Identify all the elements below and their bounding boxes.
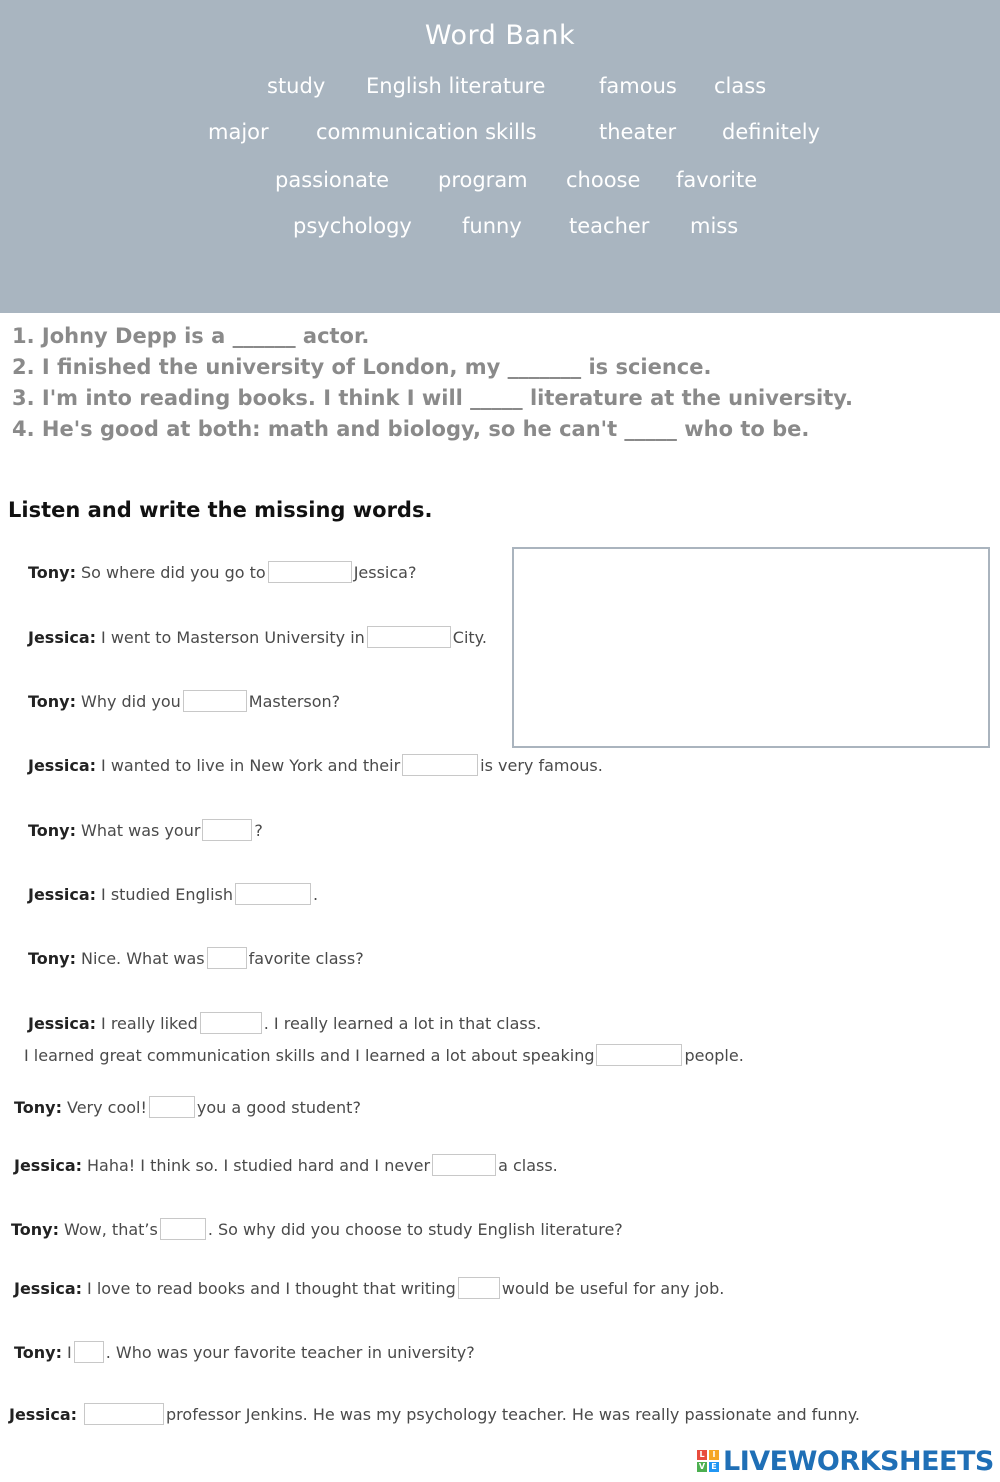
- question-3: 3. I'm into reading books. I think I will _____ literature at the university.: [12, 386, 854, 410]
- listen-heading: Listen and write the missing words.: [8, 498, 433, 522]
- answer-input[interactable]: [74, 1341, 104, 1363]
- word-bank-word: major: [208, 120, 269, 144]
- line-text: you a good student?: [196, 1097, 361, 1117]
- answer-input[interactable]: [183, 690, 247, 712]
- word-bank-word: theater: [599, 120, 677, 144]
- dialogue-line: [14, 1154, 558, 1176]
- answer-input[interactable]: [367, 626, 451, 648]
- dialogue-line: [14, 1341, 475, 1363]
- answer-input[interactable]: [207, 947, 247, 969]
- answer-input[interactable]: [149, 1096, 195, 1118]
- word-bank-word: study: [267, 74, 326, 98]
- line-text: Very cool!: [67, 1097, 147, 1117]
- line-text: Haha! I think so. I studied hard and I never: [87, 1155, 431, 1175]
- answer-input[interactable]: [84, 1403, 164, 1425]
- logo-letter: L: [697, 1450, 707, 1460]
- dialogue-line: [9, 1403, 860, 1425]
- line-text: . So why did you choose to study English literature?: [207, 1219, 623, 1239]
- word-bank-word: English literature: [366, 74, 546, 98]
- line-text: Masterson?: [248, 691, 341, 711]
- answer-input[interactable]: [268, 561, 352, 583]
- speaker-label: Jessica:: [28, 627, 97, 647]
- line-text: I: [67, 1342, 72, 1362]
- speaker-label: Jessica:: [14, 1155, 83, 1175]
- dialogue-line: [28, 1012, 541, 1034]
- speaker-label: Tony:: [28, 562, 76, 582]
- line-text: .: [313, 884, 319, 904]
- line-text: I love to read books and I thought that writing: [87, 1278, 456, 1298]
- answer-input[interactable]: [432, 1154, 496, 1176]
- speaker-label: Jessica:: [14, 1278, 83, 1298]
- answer-input[interactable]: [596, 1044, 682, 1066]
- dialogue-line: [28, 626, 487, 648]
- line-text: . I really learned a lot in that class.: [263, 1013, 542, 1033]
- dialogue-line: [11, 1218, 623, 1240]
- line-text: So where did you go to: [81, 562, 266, 582]
- line-text: people.: [684, 1045, 744, 1065]
- word-bank-title: Word Bank: [424, 20, 576, 51]
- word-bank-word: favorite: [676, 168, 758, 192]
- dialogue-line: [28, 819, 263, 841]
- speaker-label: Jessica:: [28, 884, 97, 904]
- line-text: I learned great communication skills and I learned a lot about speaking: [24, 1045, 595, 1065]
- answer-input[interactable]: [402, 754, 478, 776]
- speaker-label: Tony:: [14, 1097, 62, 1117]
- line-text: Why did you: [81, 691, 181, 711]
- word-bank-word: class: [714, 74, 767, 98]
- line-text: I really liked: [101, 1013, 198, 1033]
- line-text: Nice. What was: [81, 948, 205, 968]
- speaker-label: Jessica:: [28, 755, 97, 775]
- dialogue-line: [28, 754, 603, 776]
- logo-letter: I: [709, 1450, 719, 1460]
- word-bank-word: program: [438, 168, 528, 192]
- logo-icon: [697, 1450, 719, 1472]
- word-bank-word: choose: [566, 168, 641, 192]
- question-4: 4. He's good at both: math and biology, so he can't _____ who to be.: [12, 417, 810, 441]
- answer-input[interactable]: [202, 819, 252, 841]
- line-text: . Who was your favorite teacher in university?: [105, 1342, 475, 1362]
- speaker-label: Jessica:: [9, 1404, 78, 1424]
- line-text: would be useful for any job.: [501, 1278, 725, 1298]
- word-bank-word: famous: [599, 74, 677, 98]
- media-box: [512, 547, 990, 748]
- speaker-label: Jessica:: [28, 1013, 97, 1033]
- answer-input[interactable]: [200, 1012, 262, 1034]
- line-text: I wanted to live in New York and their: [101, 755, 401, 775]
- logo-letter: V: [698, 1462, 706, 1471]
- question-2: 2. I finished the university of London, my _______ is science.: [12, 355, 712, 379]
- question-1: 1. Johny Depp is a ______ actor.: [12, 324, 370, 348]
- answer-input[interactable]: [160, 1218, 206, 1240]
- word-bank-word: communication skills: [316, 120, 537, 144]
- word-bank-word: psychology: [293, 214, 412, 238]
- dialogue-line: [28, 947, 364, 969]
- line-text: favorite class?: [248, 948, 364, 968]
- line-text: Wow, that’s: [64, 1219, 158, 1239]
- speaker-label: Tony:: [28, 948, 76, 968]
- word-bank-word: passionate: [275, 168, 390, 192]
- line-text: What was your: [81, 820, 201, 840]
- dialogue-line: [14, 1277, 724, 1299]
- word-bank-word: definitely: [722, 120, 821, 144]
- answer-input[interactable]: [235, 883, 311, 905]
- logo-letter: E: [709, 1462, 719, 1472]
- word-bank-word: miss: [690, 214, 739, 238]
- word-bank: [0, 0, 1000, 313]
- dialogue-line: [24, 1044, 744, 1066]
- line-text: I went to Masterson University in: [101, 627, 365, 647]
- word-bank-word: funny: [462, 214, 522, 238]
- dialogue-line: [28, 561, 416, 583]
- line-text: Jessica?: [353, 562, 417, 582]
- logo-text: LIVEWORKSHEETS: [723, 1445, 994, 1477]
- liveworksheets-logo: [697, 1444, 994, 1478]
- speaker-label: Tony:: [28, 820, 76, 840]
- dialogue-line: [28, 883, 318, 905]
- line-text: ?: [254, 820, 263, 840]
- line-text: is very famous.: [480, 755, 603, 775]
- dialogue-line: [14, 1096, 361, 1118]
- dialogue-line: [28, 690, 340, 712]
- line-text: a class.: [498, 1155, 558, 1175]
- answer-input[interactable]: [458, 1277, 500, 1299]
- line-text: professor Jenkins. He was my psychology teacher. He was really passionate and funny.: [166, 1404, 861, 1424]
- line-text: City.: [452, 627, 487, 647]
- line-text: I studied English: [101, 884, 234, 904]
- speaker-label: Tony:: [28, 691, 76, 711]
- word-bank-word: teacher: [569, 214, 650, 238]
- speaker-label: Tony:: [11, 1219, 59, 1239]
- speaker-label: Tony:: [14, 1342, 62, 1362]
